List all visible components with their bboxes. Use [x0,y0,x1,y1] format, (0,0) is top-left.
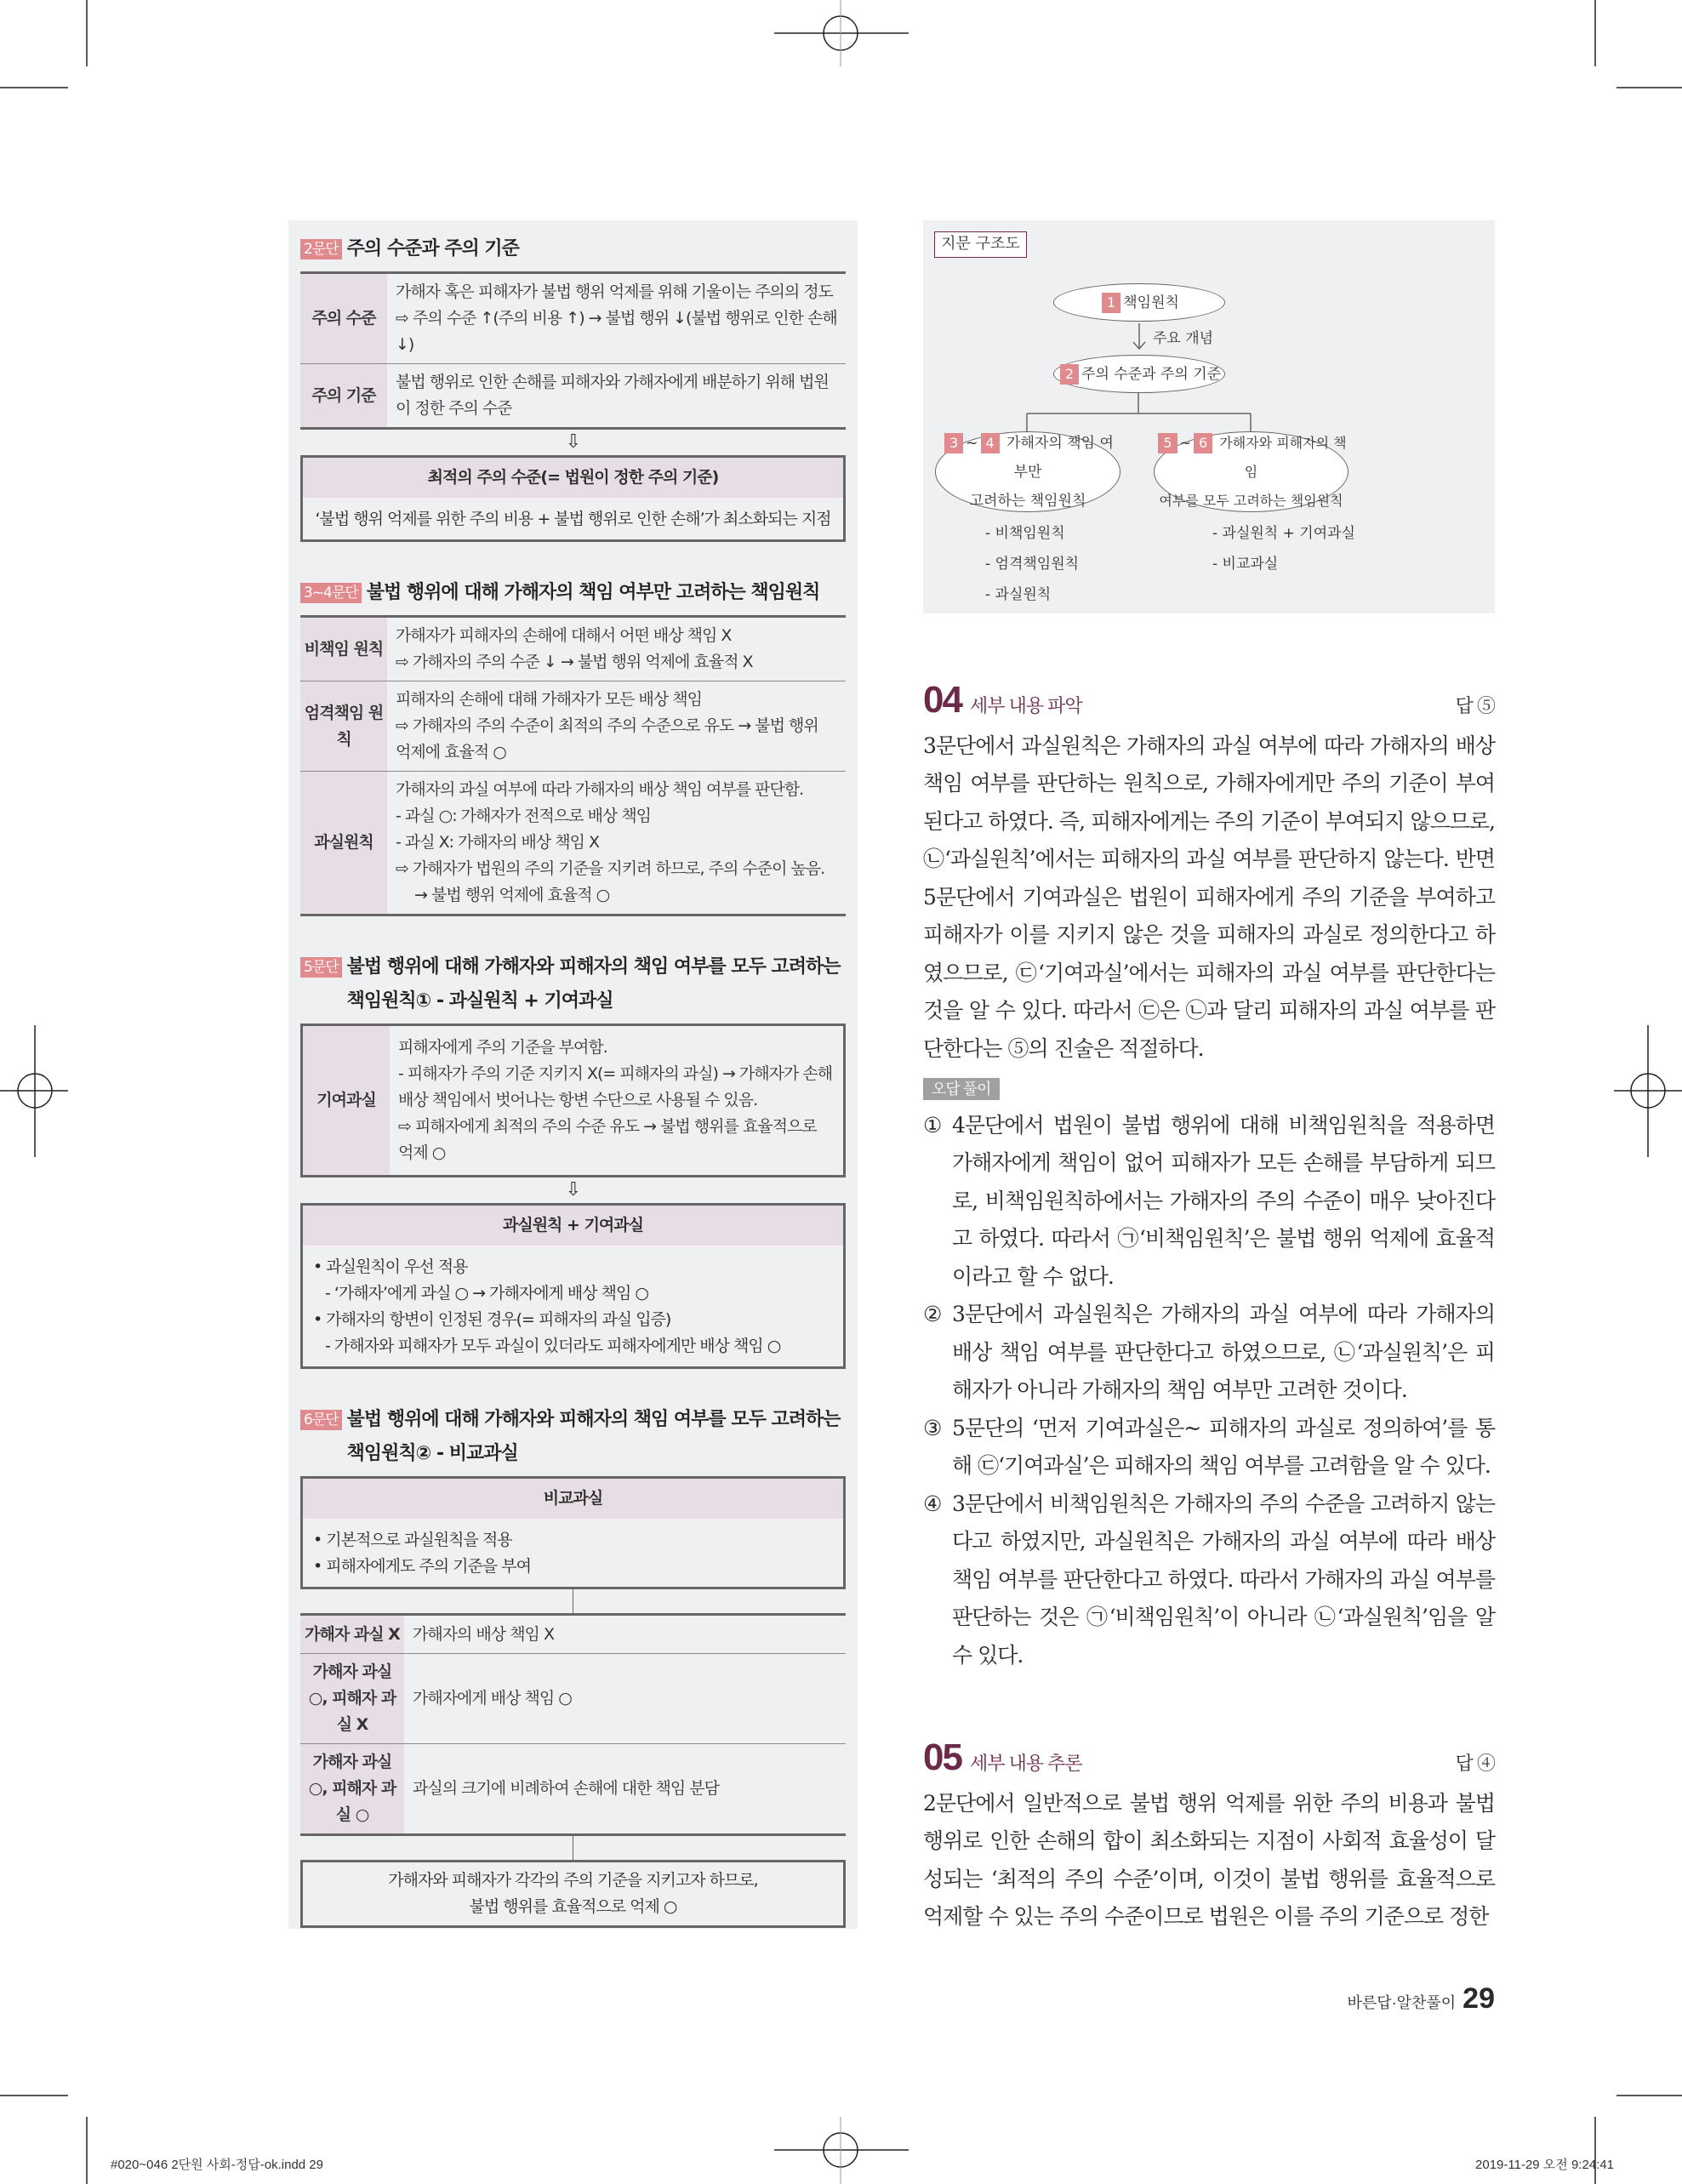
table-row: 가해자 과실 X 가해자의 배상 책임 X [300,1616,846,1653]
structure-diagram [923,220,1495,613]
node-5-6: 5 ~ 6 가해자와 피해자의 책임 여부를 모두 고려하는 책임원칙 [1154,431,1348,512]
answer-label: 답 ⑤ [1455,695,1495,716]
table-row: 엄격책임 원칙 피해자의 손해에 대해 가해자가 모든 배상 책임 ⇨ 가해자의 주의 수준이 최적의 주의 수준으로 유도 → 불법 행위 억제에 효율적 ○ [300,681,846,771]
table-row: 과실원칙 가해자의 과실 여부에 따라 가해자의 배상 책임 여부를 판단함. - 과실 ○: 가해자가 전적으로 배상 책임 - 과실 X: 가해자의 배상 책임 X ⇨ 가해자가 법원의 주의 기준을 지키려 하므로, 주의 수준이 높음. → 불법 행위 억제에 효율적 ○ [300,771,846,914]
question-05-heading: 05 세부 내용 추론 답 ④ [923,1734,1495,1783]
table-row: 가해자 과실 ○, 피해자 과실 X 가해자에게 배상 책임 ○ [300,1653,846,1743]
left-list: - 비책임원칙 - 엄격책임원칙 - 과실원칙 [985,525,1080,603]
node-2: 2 주의 수준과 주의 기준 [1053,355,1225,393]
contributory-box: 기여과실 피해자에게 주의 기준을 부여함. - 피해자가 주의 기준 지키지 X(= 피해자의 과실) → 가해자가 손해 배상 책임에서 벗어나는 항변 수단으로 사용될 수 있음. ⇨ 피해자에게 최적의 주의 수준 유도 → 불법 행위를 효율적으로 억제 ○ [300,1024,846,1178]
table-row: 비책임 원칙 가해자가 피해자의 손해에 대해서 어떤 배상 책임 X ⇨ 가해자의 주의 수준 ↓ → 불법 행위 억제에 효율적 X [300,618,846,681]
section-heading-2: 2문단 주의 수준과 주의 기준 [300,232,846,266]
page-number: 29 [1462,1982,1495,2015]
care-table [300,271,846,430]
combined-box: 과실원칙 + 기여과실 • 과실원칙이 우선 적용 - ‘가해자’에게 과실 ○ → 가해자에게 배상 책임 ○ • 가해자의 항변이 인정된 경우(= 피해자의 과실 입증) - 가해자와 피해자가 모두 과실이 있더라도 피해자에게만 배상 책임 ○ [300,1203,846,1369]
comparative-box: 비교과실 • 기본적으로 과실원칙을 적용 • 피해자에게도 주의 기준을 부여 [300,1476,846,1589]
slug-timestamp: 2019-11-29 오전 9:24:41 [1475,2158,1614,2172]
down-arrow-icon: ⇩ [565,1179,581,1200]
conclusion-box: 가해자와 피해자가 각각의 주의 기준을 지키고자 하므로, 불법 행위를 효율적으로 억제 ○ [300,1860,846,1928]
wrong-item: ② 3문단에서 과실원칙은 가해자의 과실 여부에 따라 가해자의 배상 책임 여부를 판단한다고 하였으므로, ㉡‘과실원칙’은 피해자가 아니라 가해자의 책임 여부만 고려한 것이다. [923,1302,1495,1402]
wrong-item: ④ 3문단에서 비책임원칙은 가해자의 주의 수준을 고려하지 않는다고 하였지만, 과실원칙은 가해자의 과실 여부에 따라 배상 책임 여부를 판단한다고 하였다. 따라서 가해자의 과실 여부를 판단하는 것은 ㉠‘비책임원칙’이 아니라 ㉡‘과실원칙’임을 알 수 있다. [923,1491,1495,1668]
summary-panel [288,220,858,1929]
page-footer-label: 바른답·알찬풀이 29 [1347,1982,1495,2015]
node-3-4: 3 ~ 4 가해자의 책임 여부만 고려하는 책임원칙 [935,431,1120,512]
question-05-body: 2문단에서 일반적으로 불법 행위 억제를 위한 주의 비용과 불법 행위로 인한 손해의 합이 최소화되는 지점이 사회적 효율성이 달성되는 ‘최적의 주의 수준’이며, 이것이 불법 행위를 효율적으로 억제할 수 있는 주의 수준이므로 법원은 이를 주의 기준으로 정한 [923,1790,1495,1929]
slug-file: #020~046 2단원 사회-정답-ok.indd 29 [111,2158,323,2172]
wrong-answer-tag: 오답 풀이 [923,1078,1000,1100]
arrow-label: 주요 개념 [1153,330,1214,347]
paragraph-tag: 2문단 [300,239,342,259]
question-05 [923,1734,1495,1936]
optimal-care-box: 최적의 주의 수준(= 법원이 정한 주의 기준) ‘불법 행위 억제를 위한 주의 비용 + 불법 행위로 인한 손해’가 최소화되는 지점 [300,455,846,542]
table-row: 가해자 과실 ○, 피해자 과실 ○ 과실의 크기에 비례하여 손해에 대한 책임 분담 [300,1743,846,1833]
answer-label: 답 ④ [1455,1753,1495,1774]
down-arrow-icon: ⇩ [565,431,581,453]
explanation-column [923,676,1495,1674]
right-list: - 과실원칙 + 기여과실 - 비교과실 [1212,525,1355,573]
table-row: 주의 기준 불법 행위로 인한 손해를 피해자와 가해자에게 배분하기 위해 법원이 정한 주의 수준 [300,363,846,427]
wrong-item: ③ 5문단의 ‘먼저 기여과실은~ 피해자의 과실로 정의하여’를 통해 ㉢‘기여과실’은 피해자의 책임 여부를 고려함을 알 수 있다. [923,1415,1495,1478]
table-row: 주의 수준 가해자 혹은 피해자가 불법 행위 억제를 위해 기울이는 주의의 정도 ⇨ 주의 수준 ↑(주의 비용 ↑) → 불법 행위 ↓(불법 행위로 인한 손해 ↓) [300,274,846,363]
section-heading-6: 6문단 불법 행위에 대해 가해자와 피해자의 책임 여부를 모두 고려하는 책임원칙② - 비교과실 [300,1403,846,1471]
question-04-heading: 04 세부 내용 파악 답 ⑤ [923,676,1495,726]
wrong-item: ① 4문단에서 법원이 불법 행위에 대해 비책임원칙을 적용하면 가해자에게 책임이 없어 피해자가 모든 손해를 부담하게 되므로, 비책임원칙하에서는 가해자의 주의 수준이 매우 낮아진다고 하였다. 따라서 ㉠‘비책임원칙’은 불법 행위 억제에 효율적이라고 할 수 없다. [923,1112,1495,1289]
section-heading-34: 3~4문단 불법 행위에 대해 가해자의 책임 여부만 고려하는 책임원칙 [300,576,846,610]
question-04-body: 3문단에서 과실원칙은 가해자의 과실 여부에 따라 가해자의 배상 책임 여부를 판단하는 원칙으로, 가해자에게만 주의 기준이 부여된다고 하였다. 즉, 피해자에게는 주의 기준이 부여되지 않으므로, ㉡‘과실원칙’에서는 피해자의 과실 여부를 판단하지 않는다. 반면 5문단에서 기여과실은 법원이 피해자에게 주의 기준을 부여하고 피해자가 이를 지키지 않은 것을 피해자의 과실로 정의한다고 하였으므로, ㉢‘기여과실’에서는 피해자의 과실 여부를 판단한다는 것을 알 수 있다. 따라서 ㉢은 ㉡과 달리 피해자의 과실 여부를 판단한다는 ⑤의 진술은 적절하다. [923,733,1495,1061]
diagram-title: 지문 구조도 [934,231,1027,258]
section-heading-5: 5문단 불법 행위에 대해 가해자와 피해자의 책임 여부를 모두 고려하는 책임원칙① - 과실원칙 + 기여과실 [300,950,846,1018]
comparative-table [300,1613,846,1836]
node-1: 1 책임원칙 [1053,283,1225,322]
liability-table [300,615,846,916]
